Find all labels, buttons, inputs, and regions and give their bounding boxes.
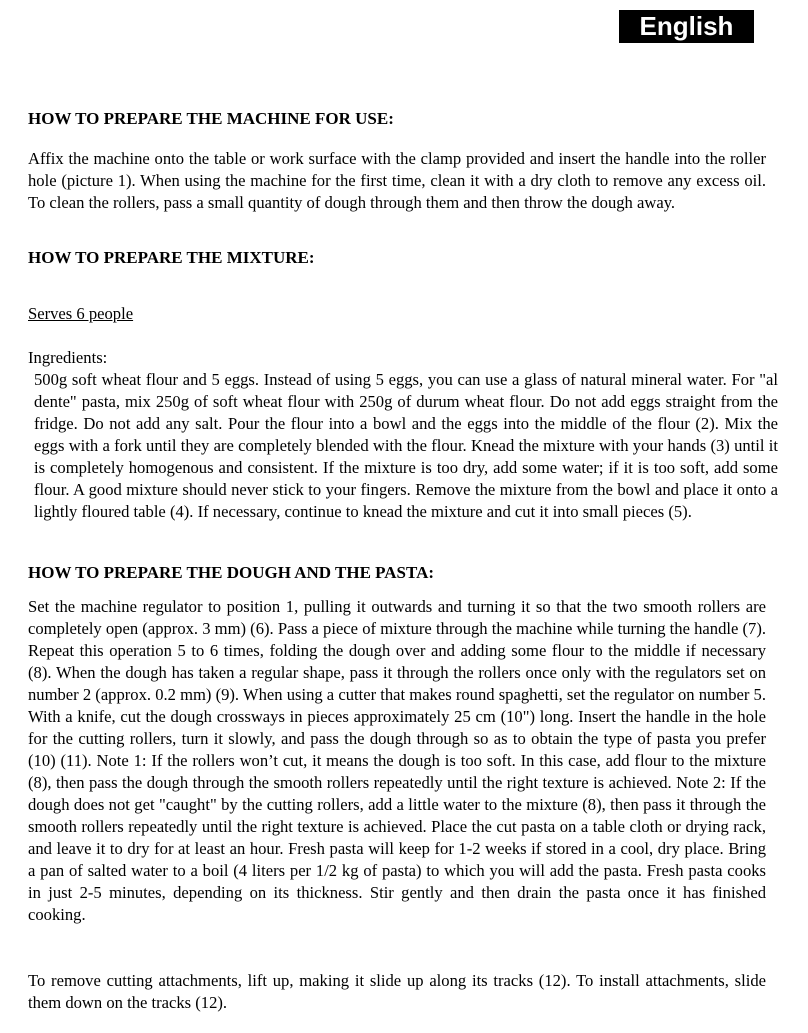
paragraph-attachments: To remove cutting attachments, lift up, making it slide up along its tracks (12). To install attachments, slide them down on the tracks (12). bbox=[28, 971, 766, 1012]
language-badge: English bbox=[619, 10, 754, 43]
paragraph-dough: Set the machine regulator to position 1, pulling it outwards and turning it so that the two smooth rollers are completely open (approx. 3 mm) (6). Pass a piece of mixture through the machine while turning the handle (7). Repeat this operation 5 to 6 times, folding the dough over and adding some flour to the middle if necessary (8). When the dough has taken a regular shape, pass it through the rollers once only with the regulators set on number 2 (approx. 0.2 mm) (9). When using a cutter that makes round spaghetti, set the regulator on number 5. With a knife, cut the dough crossways in pieces approximately 25 cm (10") long. Insert the handle in the hole for the cutting rollers, turn it slowly, and pass the dough through so as to obtain the type of pasta you prefer (10) (11). Note 1: If the rollers won’t cut, it means the dough is too soft. In this case, add flour to the mixture (8), then pass the dough through the smooth rollers repeatedly until the right texture is achieved. Note 2: If the dough does not get "caught" by the cutting rollers, add a little water to the mixture (8), then pass it through the smooth rollers repeatedly until the right texture is achieved. Place the cut pasta on a table cloth or drying rack, and leave it to dry for at least an hour. Fresh pasta will keep for 1-2 weeks if stored in a cool, dry place. Bring a pan of salted water to a boil (4 liters per 1/2 kg of pasta) to which you will add the pasta. Fresh pasta cooks in just 2-5 minutes, depending on its thickness. Stir gently and then drain the pasta once it has finished cooking. bbox=[28, 597, 766, 924]
heading-machine: HOW TO PREPARE THE MACHINE FOR USE: bbox=[28, 109, 394, 128]
ingredients-label: Ingredients: bbox=[28, 348, 108, 367]
heading-mixture: HOW TO PREPARE THE MIXTURE: bbox=[28, 248, 315, 267]
serves-label: Serves 6 people bbox=[28, 304, 134, 323]
paragraph-mixture: 500g soft wheat flour and 5 eggs. Instead of using 5 eggs, you can use a glass of natural mineral water. For "al dente" pasta, mix 250g of soft wheat flour with 250g of durum wheat flour. Do not add eggs straight from the fridge. Do not add any salt. Pour the flour into a bowl and the eggs into the middle of the flour (2). Mix the eggs with a fork until they are completely blended with the flour. Knead the mixture with your hands (3) until it is completely homogenous and consistent. If the mixture is too dry, add some water; if it is too soft, add some flour. A good mixture should never stick to your fingers. Remove the mixture from the bowl and place it onto a lightly floured table (4). If necessary, continue to knead the mixture and cut it into small pieces (5). bbox=[34, 370, 778, 521]
heading-dough: HOW TO PREPARE THE DOUGH AND THE PASTA: bbox=[28, 563, 435, 582]
paragraph-machine: Affix the machine onto the table or work surface with the clamp provided and insert the handle into the roller hole (picture 1). When using the machine for the first time, clean it with a dry cloth to remove any excess oil. To clean the rollers, pass a small quantity of dough through them and then throw the dough away. bbox=[28, 149, 766, 212]
